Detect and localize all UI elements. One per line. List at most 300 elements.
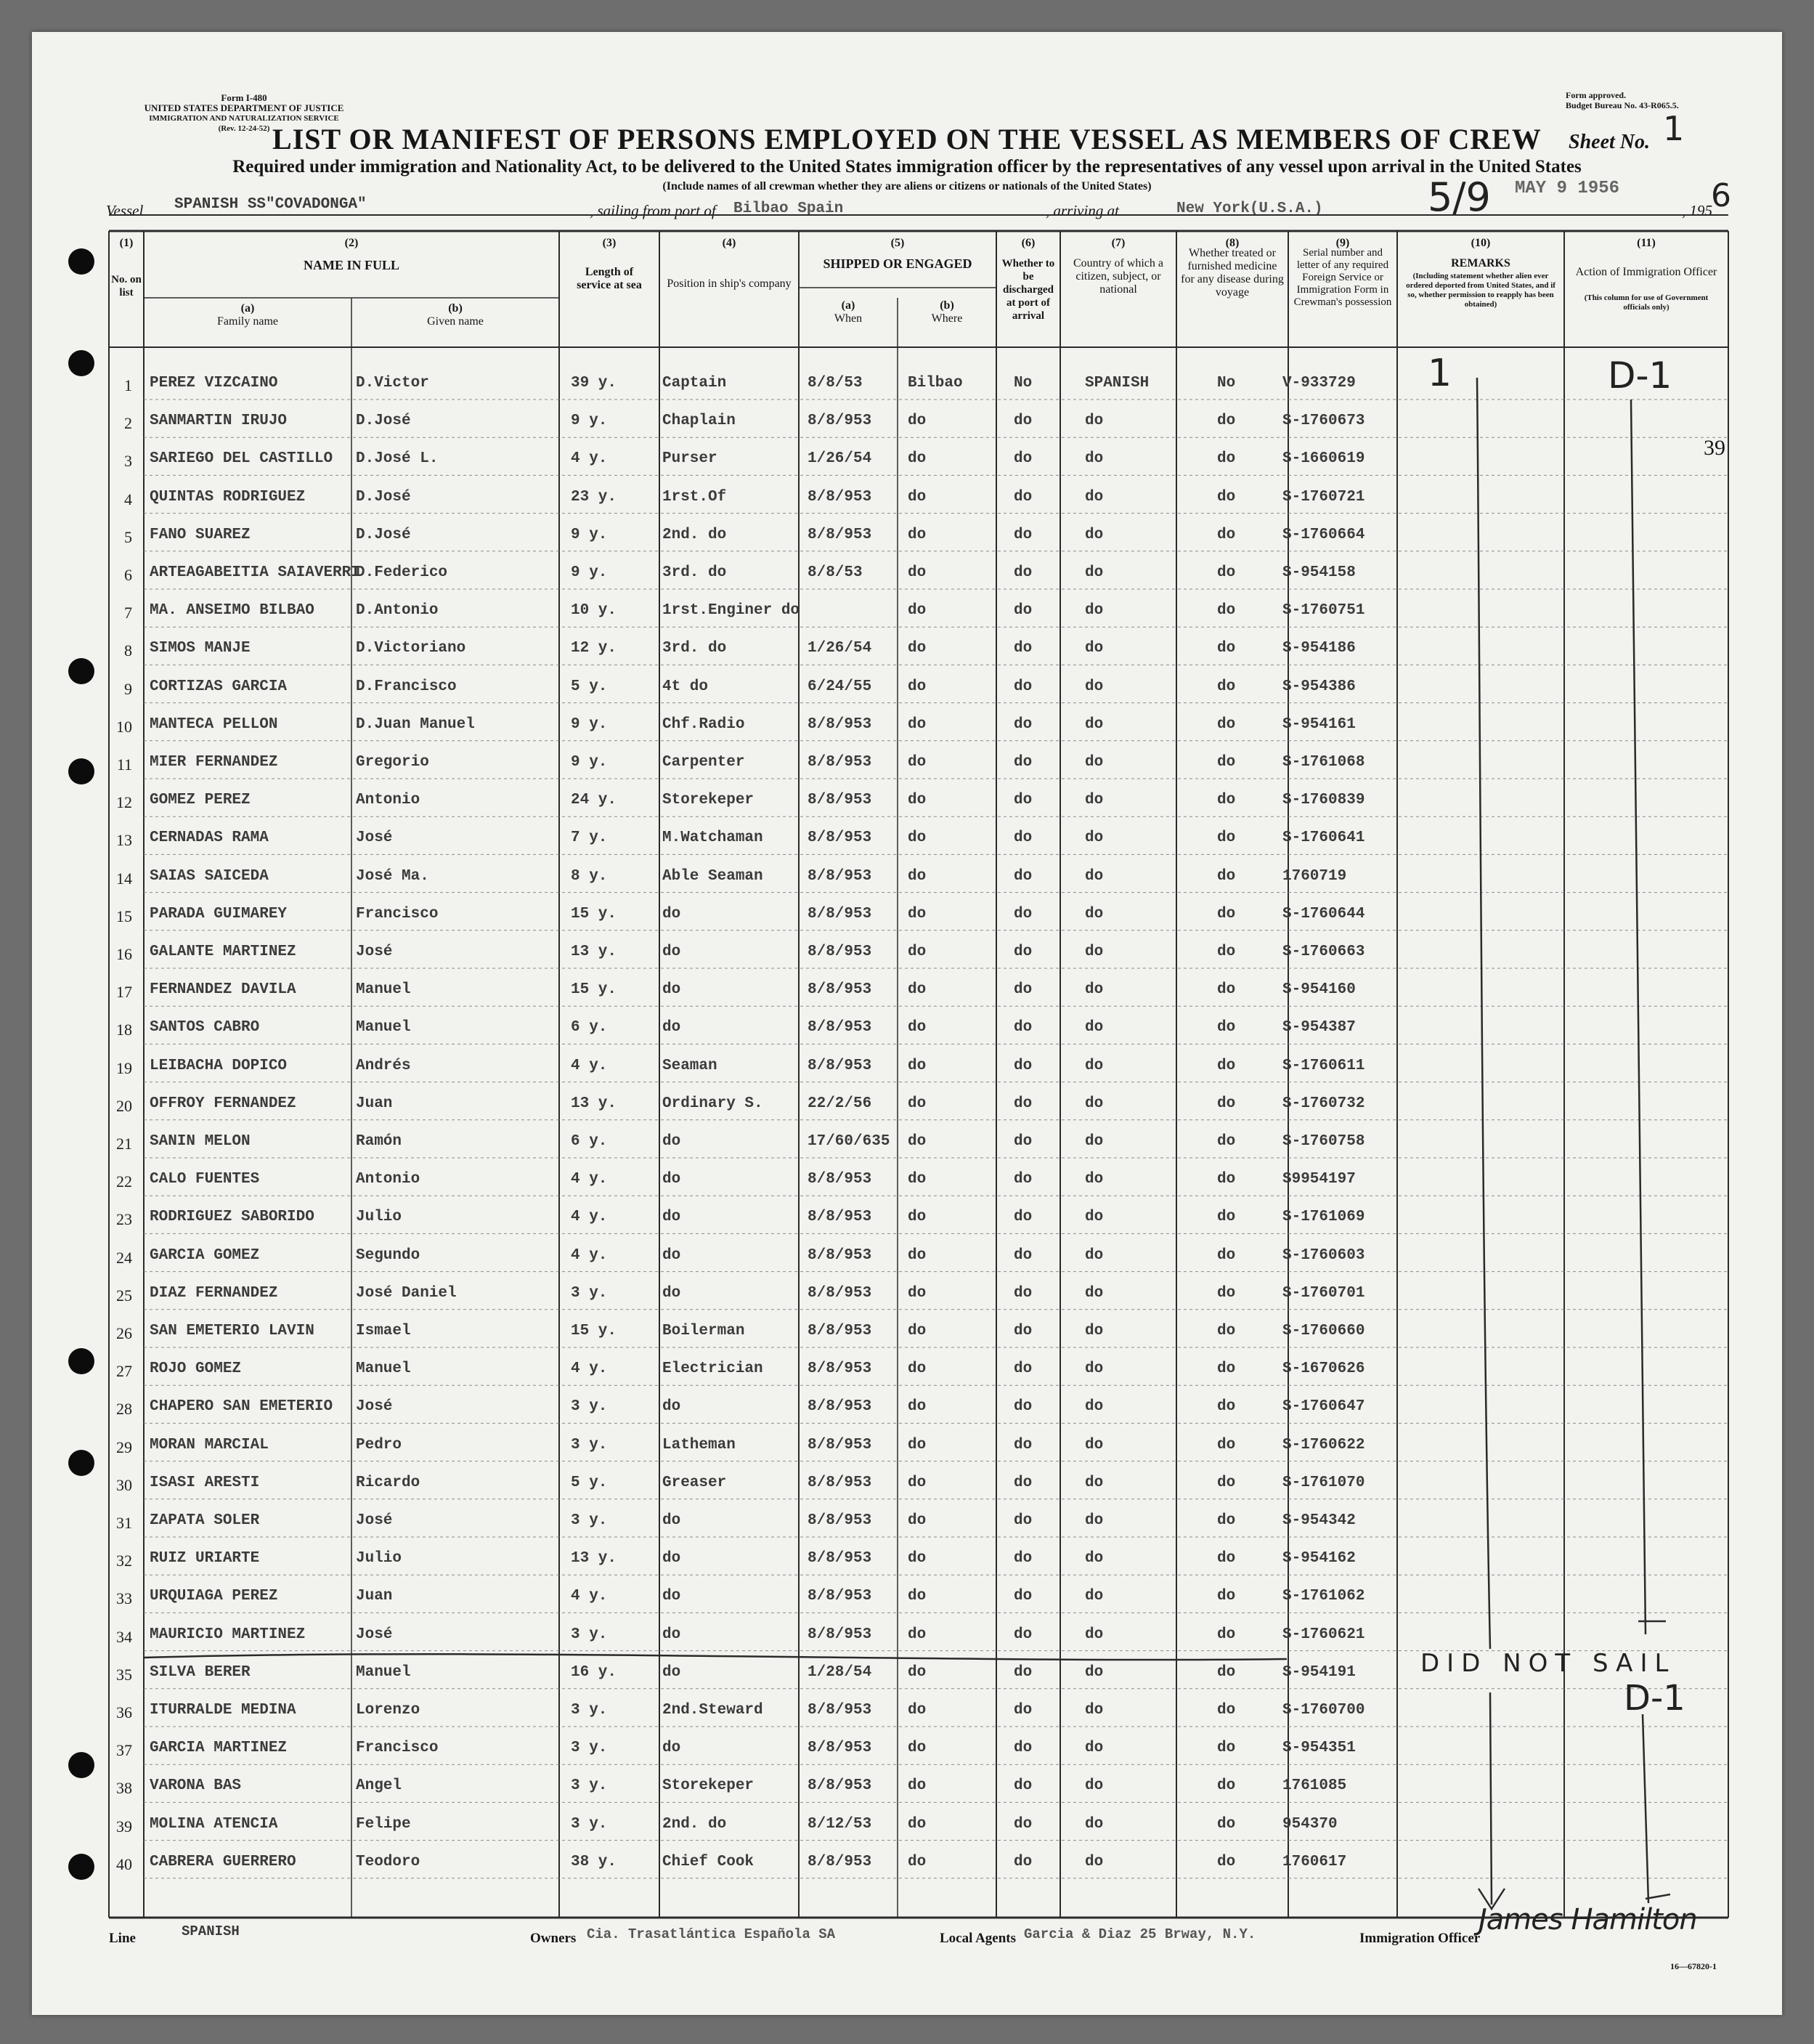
- discharged: do: [1014, 981, 1033, 999]
- country: do: [1085, 602, 1104, 620]
- country: SPANISH: [1085, 375, 1150, 392]
- sailing-port: Bilbao Spain: [733, 200, 844, 217]
- medicine: do: [1217, 1284, 1236, 1302]
- country: do: [1085, 1512, 1104, 1529]
- given-name: José: [356, 830, 393, 847]
- serial-number: S-1760660: [1282, 1323, 1365, 1339]
- serial-number: S-1760611: [1282, 1057, 1365, 1074]
- shipped-where: do: [908, 867, 927, 885]
- family-name: SILVA BERER: [150, 1663, 251, 1681]
- service-length: 13 y.: [571, 1095, 617, 1112]
- medicine: do: [1217, 1057, 1236, 1074]
- serial-number: S-1660619: [1282, 450, 1365, 468]
- discharged: do: [1014, 450, 1033, 468]
- given-name: Francisco: [356, 905, 439, 922]
- serial-number: S9954197: [1282, 1171, 1356, 1188]
- row-number: 6: [124, 566, 132, 584]
- serial-number: S-954351: [1282, 1740, 1356, 1757]
- discharged: do: [1014, 1057, 1033, 1074]
- given-name: D.José L.: [356, 450, 439, 468]
- shipped-when: 8/8/953: [808, 1019, 872, 1037]
- serial-number: S-1760621: [1282, 1626, 1365, 1643]
- row-number: 3: [124, 452, 132, 471]
- discharged: do: [1014, 1323, 1033, 1339]
- given-name: Juan: [356, 1095, 393, 1112]
- shipped-where: Bilbao: [908, 375, 963, 392]
- service-length: 4 y.: [571, 1057, 608, 1074]
- col11-subheader: (This column for use of Government officials only): [1584, 293, 1709, 312]
- shipped-when: 22/2/56: [808, 1095, 872, 1112]
- date-stamp: MAY 9 1956: [1515, 179, 1620, 198]
- shipped-where: do: [908, 1815, 927, 1833]
- punch-hole: [68, 1752, 94, 1778]
- medicine: do: [1217, 413, 1236, 430]
- country: do: [1085, 1246, 1104, 1264]
- col6-header: Whether to be discharged at port of arrival: [1001, 258, 1055, 322]
- discharged: do: [1014, 1171, 1033, 1188]
- service-length: 3 y.: [571, 1626, 608, 1643]
- row-number: 16: [116, 945, 132, 963]
- family-name: RUIZ URIARTE: [150, 1550, 260, 1568]
- col7-header: Country of which a citizen, subject, or national: [1073, 257, 1163, 296]
- service-length: 9 y.: [571, 715, 608, 733]
- family-name: MORAN MARCIAL: [150, 1436, 269, 1453]
- medicine: do: [1217, 715, 1236, 733]
- medicine: do: [1217, 830, 1236, 847]
- given-name: Antonio: [356, 1171, 420, 1188]
- discharged: do: [1014, 413, 1033, 430]
- serial-number: S-1761062: [1282, 1588, 1365, 1605]
- country: do: [1085, 678, 1104, 695]
- serial-number: S-954160: [1282, 981, 1356, 999]
- family-name: SANIN MELON: [150, 1133, 251, 1150]
- country: do: [1085, 564, 1104, 581]
- shipped-when: 8/8/953: [808, 754, 872, 771]
- service-length: 4 y.: [571, 1588, 608, 1605]
- shipped-when: 8/8/953: [808, 1057, 872, 1074]
- discharged: do: [1014, 1398, 1033, 1416]
- position: do: [662, 1398, 681, 1416]
- country: do: [1085, 715, 1104, 733]
- medicine: do: [1217, 1398, 1236, 1416]
- shipped-where: do: [908, 1474, 927, 1491]
- discharged: do: [1014, 1663, 1033, 1681]
- punch-hole: [68, 350, 94, 376]
- officer-signature: James Hamilton: [1479, 1903, 1697, 1936]
- serial-number: S-954387: [1282, 1019, 1356, 1037]
- shipped-where: do: [908, 1853, 927, 1870]
- serial-number: S-1760644: [1282, 905, 1365, 922]
- shipped-when: 8/12/53: [808, 1815, 872, 1833]
- col5b-number: (b): [940, 299, 954, 312]
- service-length: 8 y.: [571, 867, 608, 885]
- medicine: do: [1217, 1171, 1236, 1188]
- vessel-label: Vessel: [106, 202, 144, 219]
- medicine: No: [1217, 375, 1236, 392]
- shipped-when: 6/24/55: [808, 678, 872, 695]
- shipped-where: do: [908, 1323, 927, 1339]
- country: do: [1085, 981, 1104, 999]
- family-name: ROJO GOMEZ: [150, 1360, 242, 1378]
- country: do: [1085, 1436, 1104, 1453]
- serial-number: S-1760758: [1282, 1133, 1365, 1150]
- discharged: do: [1014, 602, 1033, 620]
- position: do: [662, 1588, 681, 1605]
- col5a-header: When: [834, 312, 863, 325]
- shipped-when: 17/60/635: [808, 1133, 890, 1150]
- country: do: [1085, 867, 1104, 885]
- medicine: do: [1217, 1436, 1236, 1453]
- family-name: ITURRALDE MEDINA: [150, 1702, 296, 1719]
- serial-number: S-1760664: [1282, 526, 1365, 543]
- given-name: Julio: [356, 1209, 402, 1226]
- medicine: do: [1217, 1777, 1236, 1795]
- country: do: [1085, 1019, 1104, 1037]
- given-name: Francisco: [356, 1740, 439, 1757]
- service-length: 38 y.: [571, 1853, 617, 1870]
- col5-header: SHIPPED OR ENGAGED: [823, 256, 972, 271]
- medicine: do: [1217, 640, 1236, 657]
- local-agents-label: Local Agents: [940, 1931, 1017, 1946]
- given-name: D.Francisco: [356, 678, 457, 695]
- position: do: [662, 1246, 681, 1264]
- discharged: do: [1014, 1133, 1033, 1150]
- discharged: do: [1014, 944, 1033, 960]
- position: Captain: [662, 375, 727, 392]
- punch-hole: [68, 1450, 94, 1476]
- family-name: URQUIAGA PEREZ: [150, 1588, 278, 1605]
- position: Greaser: [662, 1474, 727, 1491]
- revision: (Rev. 12-24-52): [218, 124, 270, 133]
- position: do: [662, 1019, 681, 1037]
- country: do: [1085, 1171, 1104, 1188]
- discharged: do: [1014, 1626, 1033, 1643]
- position: do: [662, 905, 681, 922]
- given-name: José: [356, 1626, 393, 1643]
- service-length: 3 y.: [571, 1702, 608, 1719]
- family-name: FANO SUAREZ: [150, 526, 251, 543]
- serial-number: 954370: [1282, 1815, 1338, 1833]
- shipped-where: do: [908, 1398, 927, 1416]
- service-length: 9 y.: [571, 413, 608, 430]
- serial-number: S-1760721: [1282, 488, 1365, 506]
- shipped-when: 8/8/953: [808, 792, 872, 809]
- given-name: José: [356, 944, 393, 960]
- serial-number: S-954162: [1282, 1550, 1356, 1568]
- shipped-where: do: [908, 678, 927, 695]
- service-length: 5 y.: [571, 678, 608, 695]
- col2b-header: Given name: [427, 315, 484, 328]
- row-number: 18: [116, 1021, 132, 1039]
- country: do: [1085, 1474, 1104, 1491]
- serial-number: S-1760701: [1282, 1284, 1365, 1302]
- position: 2nd. do: [662, 1815, 727, 1833]
- shipped-where: do: [908, 1550, 927, 1568]
- line-label: Line: [109, 1931, 136, 1946]
- service-length: 15 y.: [571, 905, 617, 922]
- shipped-when: 1/26/54: [808, 640, 872, 657]
- row-number: 12: [116, 793, 132, 812]
- family-name: ZAPATA SOLER: [150, 1512, 260, 1529]
- family-name: GARCIA GOMEZ: [150, 1246, 260, 1264]
- discharged: do: [1014, 1815, 1033, 1833]
- given-name: Julio: [356, 1550, 402, 1568]
- shipped-when: 8/8/953: [808, 1740, 872, 1757]
- serial-number: S-954386: [1282, 678, 1356, 695]
- row-number: 29: [116, 1437, 132, 1456]
- given-name: D.Antonio: [356, 602, 439, 620]
- family-name: CALO FUENTES: [150, 1171, 260, 1188]
- shipped-where: do: [908, 1702, 927, 1719]
- service-length: 3 y.: [571, 1436, 608, 1453]
- shipped-where: do: [908, 602, 927, 620]
- did-not-sail-remark: DID NOT SAIL: [1420, 1649, 1676, 1678]
- position: Seaman: [662, 1057, 717, 1074]
- discharged: do: [1014, 678, 1033, 695]
- shipped-where: do: [908, 1740, 927, 1757]
- shipped-where: do: [908, 1626, 927, 1643]
- row-number: 2: [124, 414, 132, 433]
- row-number: 10: [116, 717, 132, 736]
- medicine: do: [1217, 1588, 1236, 1605]
- family-name: MA. ANSEIMO BILBAO: [150, 602, 314, 620]
- col4-header: Position in ship's company: [667, 277, 792, 290]
- col11-header: Action of Immigration Officer: [1575, 266, 1717, 278]
- serial-number: S-1760751: [1282, 602, 1365, 620]
- given-name: D.José: [356, 413, 411, 430]
- serial-number: 1760719: [1282, 867, 1347, 885]
- position: Storekeper: [662, 1777, 755, 1795]
- row-number: 14: [116, 869, 132, 888]
- given-name: Antonio: [356, 792, 420, 809]
- row-number: 35: [116, 1665, 132, 1684]
- position: 2nd. do: [662, 526, 727, 543]
- position: Able Seaman: [662, 867, 763, 885]
- col5a-number: (a): [841, 299, 855, 312]
- owners-label: Owners: [530, 1931, 577, 1946]
- service-length: 24 y.: [571, 792, 617, 809]
- col10-header: REMARKS: [1451, 257, 1510, 269]
- family-name: RODRIGUEZ SABORIDO: [150, 1209, 314, 1226]
- row-number: 17: [116, 983, 132, 1002]
- position: 4t do: [662, 678, 709, 695]
- row-number: 31: [116, 1514, 132, 1532]
- service-length: 3 y.: [571, 1777, 608, 1795]
- medicine: do: [1217, 1474, 1236, 1491]
- shipped-where: do: [908, 1588, 927, 1605]
- family-name: PARADA GUIMAREY: [150, 905, 288, 922]
- shipped-where: do: [908, 413, 927, 430]
- service-length: 3 y.: [571, 1815, 608, 1833]
- position: do: [662, 1171, 681, 1188]
- position: M.Watchaman: [662, 830, 763, 847]
- col11-number: (11): [1637, 237, 1656, 249]
- country: do: [1085, 1626, 1104, 1643]
- shipped-when: 8/8/953: [808, 413, 872, 430]
- discharged: do: [1014, 867, 1033, 885]
- shipped-where: do: [908, 1360, 927, 1378]
- country: do: [1085, 1133, 1104, 1150]
- position: 3rd. do: [662, 640, 727, 657]
- shipped-when: 8/8/953: [808, 1360, 872, 1378]
- row-number: 9: [124, 679, 132, 698]
- row-number: 32: [116, 1552, 132, 1570]
- serial-number: S-1760700: [1282, 1702, 1365, 1719]
- given-name: José: [356, 1398, 393, 1416]
- line-value: SPANISH: [182, 1923, 240, 1939]
- discharged: do: [1014, 488, 1033, 506]
- punch-hole: [68, 1854, 94, 1880]
- service-length: 9 y.: [571, 564, 608, 581]
- discharged: do: [1014, 1209, 1033, 1226]
- discharged: do: [1014, 1740, 1033, 1757]
- given-name: Lorenzo: [356, 1702, 420, 1719]
- serial-number: S-1760603: [1282, 1246, 1365, 1264]
- country: do: [1085, 413, 1104, 430]
- given-name: Ricardo: [356, 1474, 420, 1491]
- medicine: do: [1217, 754, 1236, 771]
- local-agents-value: Garcia & Diaz 25 Brway, N.Y.: [1024, 1926, 1256, 1942]
- serial-number: 1761085: [1282, 1777, 1347, 1795]
- shipped-when: 8/8/953: [808, 981, 872, 999]
- shipped-when: 1/26/54: [808, 450, 872, 468]
- position: Carpenter: [662, 754, 745, 771]
- country: do: [1085, 640, 1104, 657]
- medicine: do: [1217, 1663, 1236, 1681]
- shipped-where: do: [908, 1171, 927, 1188]
- budget-bureau: Budget Bureau No. 43-R065.5.: [1566, 100, 1679, 110]
- discharged: do: [1014, 1019, 1033, 1037]
- position: do: [662, 1550, 681, 1568]
- family-name: CORTIZAS GARCIA: [150, 678, 288, 695]
- department: UNITED STATES DEPARTMENT OF JUSTICE: [144, 102, 344, 113]
- shipped-when: 8/8/953: [808, 1284, 872, 1302]
- family-name: PEREZ VIZCAINO: [150, 375, 278, 392]
- family-name: LEIBACHA DOPICO: [150, 1057, 288, 1074]
- col2a-header: Family name: [217, 315, 278, 328]
- page-title: LIST OR MANIFEST OF PERSONS EMPLOYED ON THE VESSEL AS MEMBERS OF CREW: [272, 123, 1542, 155]
- medicine: do: [1217, 1323, 1236, 1339]
- family-name: MANTECA PELLON: [150, 715, 278, 733]
- service-length: 9 y.: [571, 754, 608, 771]
- shipped-when: 8/8/953: [808, 1702, 872, 1719]
- family-name: GOMEZ PEREZ: [150, 792, 251, 809]
- medicine: do: [1217, 867, 1236, 885]
- discharged: do: [1014, 905, 1033, 922]
- position: Storekeper: [662, 792, 755, 809]
- family-name: SARIEGO DEL CASTILLO: [150, 450, 333, 468]
- medicine: do: [1217, 1246, 1236, 1264]
- col8-header: Whether treated or furnished medicine for any disease during voyage: [1181, 247, 1284, 299]
- row-number: 23: [116, 1210, 132, 1229]
- row-number: 38: [116, 1779, 132, 1798]
- discharged: do: [1014, 1777, 1033, 1795]
- shipped-when: 8/8/953: [808, 1512, 872, 1529]
- form-number: Form I-480: [221, 92, 267, 103]
- discharged: do: [1014, 1474, 1033, 1491]
- row-number: 28: [116, 1400, 132, 1419]
- service-length: 6 y.: [571, 1133, 608, 1150]
- family-name: CABRERA GUERRERO: [150, 1853, 296, 1870]
- family-name: SANTOS CABRO: [150, 1019, 260, 1037]
- medicine: do: [1217, 944, 1236, 960]
- discharged: do: [1014, 1360, 1033, 1378]
- country: do: [1085, 1323, 1104, 1339]
- discharged: do: [1014, 754, 1033, 771]
- discharged: do: [1014, 640, 1033, 657]
- medicine: do: [1217, 1209, 1236, 1226]
- country: do: [1085, 1057, 1104, 1074]
- given-name: Ramón: [356, 1133, 402, 1150]
- serial-number: S-954342: [1282, 1512, 1356, 1529]
- position: Ordinary S.: [662, 1095, 763, 1112]
- shipped-where: do: [908, 1209, 927, 1226]
- shipped-when: 8/8/953: [808, 1474, 872, 1491]
- given-name: José Daniel: [356, 1284, 457, 1302]
- discharged: do: [1014, 792, 1033, 809]
- family-name: SAN EMETERIO LAVIN: [150, 1323, 314, 1339]
- col7-number: (7): [1111, 237, 1126, 249]
- given-name: Pedro: [356, 1436, 402, 1453]
- shipped-when: 8/8/953: [808, 1436, 872, 1453]
- given-name: Juan: [356, 1588, 393, 1605]
- country: do: [1085, 1360, 1104, 1378]
- service-length: 39 y.: [571, 375, 617, 392]
- discharged: do: [1014, 830, 1033, 847]
- col8-number: (8): [1225, 237, 1240, 249]
- serial-number: S-1760647: [1282, 1398, 1365, 1416]
- given-name: Felipe: [356, 1815, 411, 1833]
- given-name: Angel: [356, 1777, 402, 1795]
- col2-header: NAME IN FULL: [303, 258, 399, 272]
- serial-number: S-1761068: [1282, 754, 1365, 771]
- country: do: [1085, 488, 1104, 506]
- medicine: do: [1217, 450, 1236, 468]
- given-name: Andrés: [356, 1057, 411, 1074]
- immigration-officer-label: Immigration Officer: [1359, 1931, 1481, 1946]
- include-note: (Include names of all crewman whether they are aliens or citizens or nationals of the United States): [662, 180, 1152, 192]
- margin-number: 39: [1704, 436, 1725, 460]
- row-number: 11: [116, 755, 132, 774]
- medicine: do: [1217, 1626, 1236, 1643]
- position: do: [662, 1209, 681, 1226]
- discharged: do: [1014, 1284, 1033, 1302]
- family-name: MAURICIO MARTINEZ: [150, 1626, 306, 1643]
- shipped-when: 8/8/953: [808, 488, 872, 506]
- shipped-when: 8/8/953: [808, 1171, 872, 1188]
- country: do: [1085, 905, 1104, 922]
- country: do: [1085, 1095, 1104, 1112]
- remarks-tally: 1: [1428, 352, 1452, 395]
- family-name: MOLINA ATENCIA: [150, 1815, 278, 1833]
- serial-number: S-1760673: [1282, 413, 1365, 430]
- service-length: 15 y.: [571, 981, 617, 999]
- medicine: do: [1217, 602, 1236, 620]
- position: Boilerman: [662, 1323, 745, 1339]
- family-name: SANMARTIN IRUJO: [150, 413, 288, 430]
- sailing-label: , sailing from port of: [590, 202, 716, 219]
- row-number: 24: [116, 1248, 132, 1267]
- shipped-when: 8/8/953: [808, 1777, 872, 1795]
- medicine: do: [1217, 1740, 1236, 1757]
- shipped-where: do: [908, 715, 927, 733]
- given-name: D.Victor: [356, 375, 429, 392]
- position: do: [662, 1133, 681, 1150]
- family-name: VARONA BAS: [150, 1777, 242, 1795]
- position: Latheman: [662, 1436, 736, 1453]
- given-name: Ismael: [356, 1323, 411, 1339]
- service-length: 4 y.: [571, 1246, 608, 1264]
